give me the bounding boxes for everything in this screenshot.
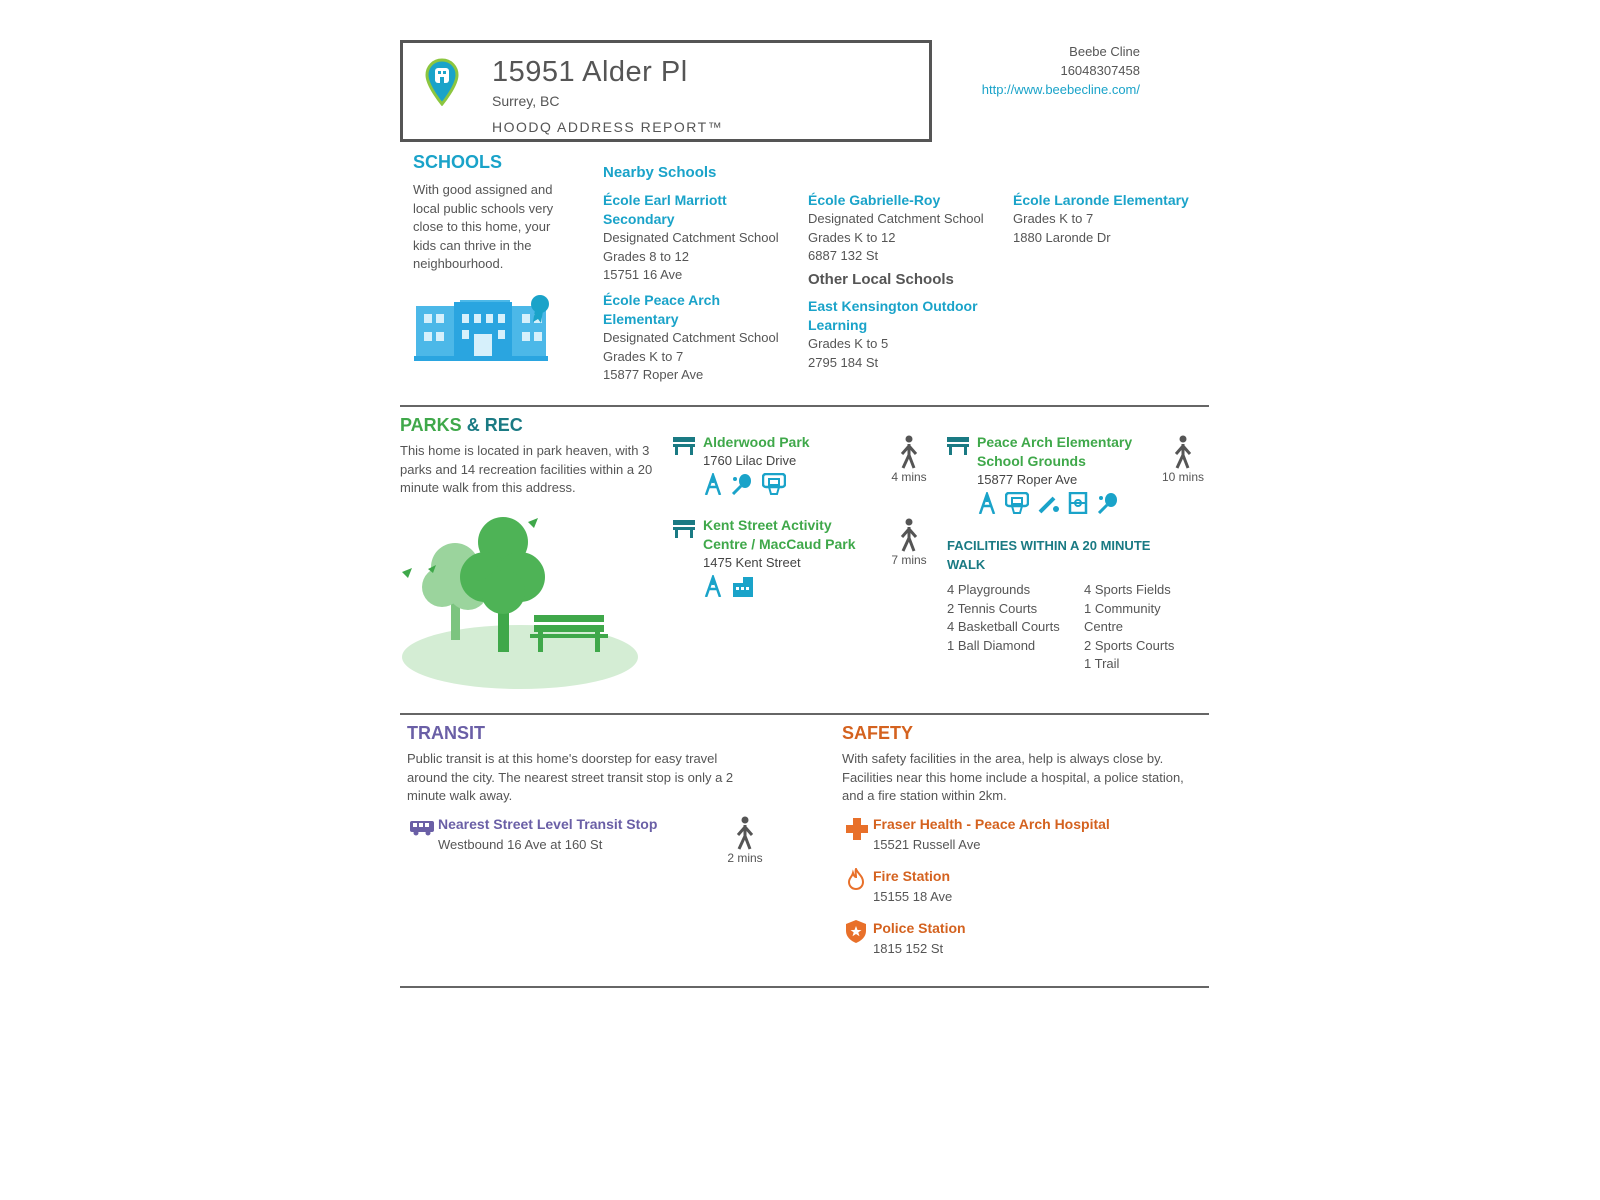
nearby-schools-heading: Nearby Schools <box>603 164 717 181</box>
facility-count: 1 Trail <box>1084 656 1120 671</box>
school-info: Designated Catchment School <box>808 211 984 226</box>
park-facility-icons <box>703 473 810 500</box>
playground-icon <box>977 492 997 514</box>
divider <box>400 405 1209 407</box>
desc-line: minute walk away. <box>407 788 513 803</box>
bus-icon <box>410 820 434 836</box>
sports-field-icon <box>1068 492 1088 514</box>
location-pin-icon <box>425 58 459 106</box>
school-info: Grades K to 7 <box>603 348 684 364</box>
walk-time: 7 mins <box>891 553 927 567</box>
parks-title-a: PARKS <box>400 415 462 435</box>
basketball-icon <box>762 473 786 495</box>
facilities-heading-line: FACILITIES WITHIN A 20 MINUTE <box>947 538 1151 553</box>
walking-person-icon <box>1172 435 1194 469</box>
desc-line: neighbourhood. <box>413 256 504 271</box>
safety-facility-name[interactable]: Police Station <box>873 920 966 936</box>
school-item <box>603 191 779 285</box>
divider <box>400 713 1209 715</box>
school-name[interactable]: East Kensington Outdoor <box>808 298 978 314</box>
school-name[interactable]: École Laronde Elementary <box>1013 192 1189 208</box>
school-info: Grades K to 7 <box>1013 211 1094 226</box>
facility-count: 1 Community <box>1084 600 1161 616</box>
tennis-icon <box>731 473 753 495</box>
bench-icon <box>947 437 969 455</box>
address-title: 15951 Alder Pl <box>492 56 688 88</box>
desc-line: With safety facilities in the area, help is always close by. <box>842 751 1164 766</box>
school-item <box>603 291 779 385</box>
desc-line: close to this home, your <box>413 219 551 234</box>
bench-icon <box>673 437 695 455</box>
school-name[interactable]: École Gabrielle-Roy <box>808 192 941 208</box>
desc-line: With good assigned and <box>413 182 553 197</box>
park-name[interactable]: Centre / MacCaud Park <box>703 536 856 552</box>
desc-line: parks and 14 recreation facilities within a 20 <box>400 461 653 477</box>
school-name[interactable]: École Earl Marriott <box>603 192 727 208</box>
transit-title: TRANSIT <box>407 723 485 743</box>
agent-info <box>982 42 1140 99</box>
school-info: Grades K to 12 <box>808 229 896 245</box>
walking-person-icon <box>898 435 920 469</box>
police-badge-icon <box>846 920 866 943</box>
park-name[interactable]: Alderwood Park <box>703 434 810 450</box>
school-info: Grades K to 5 <box>808 336 889 351</box>
community-centre-icon <box>731 575 755 597</box>
safety-facility-address: 15521 Russell Ave <box>873 837 981 852</box>
park-item <box>703 516 856 602</box>
park-address: 1760 Lilac Drive <box>703 453 797 468</box>
divider <box>400 986 1209 988</box>
safety-facility-name[interactable]: Fraser Health - Peace Arch Hospital <box>873 816 1110 832</box>
school-name[interactable]: École Peace Arch <box>603 292 720 308</box>
school-item <box>1013 191 1189 247</box>
park-item <box>703 433 810 500</box>
walk-time: 4 mins <box>891 470 927 484</box>
school-info: Designated Catchment School <box>603 230 779 245</box>
school-item <box>808 191 984 266</box>
desc-line: around the city. The nearest street transit stop is only a 2 <box>407 769 734 785</box>
agent-website-link[interactable]: http://www.beebecline.com/ <box>981 82 1140 97</box>
desc-line: minute walk from this address. <box>400 480 576 495</box>
park-address: 15877 Roper Ave <box>977 472 1078 487</box>
facilities-heading <box>947 537 1150 574</box>
facility-count: 4 Sports Fields <box>1084 582 1171 597</box>
desc-line: local public schools very <box>413 200 554 216</box>
school-info: Grades 8 to 12 <box>603 248 689 264</box>
school-item <box>808 297 978 372</box>
desc-line: Facilities near this home include a hospital, a police station, <box>842 769 1184 785</box>
facility-count: 4 Playgrounds <box>947 582 1031 597</box>
parks-title-b: & REC <box>466 415 523 435</box>
safety-facility-name[interactable]: Fire Station <box>873 868 951 884</box>
playground-icon <box>703 473 723 495</box>
park-address: 1475 Kent Street <box>703 555 801 570</box>
transit-stop-address: Westbound 16 Ave at 160 St <box>438 837 603 852</box>
safety-title: SAFETY <box>842 723 914 743</box>
walk-time: 2 mins <box>727 851 763 865</box>
school-name[interactable]: Secondary <box>603 211 675 227</box>
park-trees-illustration <box>400 512 645 697</box>
tennis-icon <box>1097 492 1119 514</box>
school-info: Designated Catchment School <box>603 330 779 345</box>
park-item <box>977 433 1132 519</box>
park-name[interactable]: Kent Street Activity <box>703 517 832 533</box>
park-facility-icons <box>977 492 1132 519</box>
facility-count: 2 Tennis Courts <box>947 600 1038 616</box>
park-name[interactable]: School Grounds <box>977 453 1086 469</box>
parks-description <box>400 442 652 498</box>
facility-count: 2 Sports Courts <box>1084 637 1175 653</box>
facilities-heading-line: WALK <box>947 556 986 572</box>
desc-line: Public transit is at this home's doorstep for easy travel <box>407 751 718 766</box>
report-title: HOODQ ADDRESS REPORT™ <box>492 119 724 135</box>
bench-icon <box>673 520 695 538</box>
school-info: 15751 16 Ave <box>603 267 683 282</box>
city-label: Surrey, BC <box>492 93 560 109</box>
desc-line: This home is located in park heaven, with 3 <box>400 443 650 458</box>
parks-title <box>400 415 523 436</box>
transit-description <box>407 750 733 806</box>
school-building-icon <box>414 294 554 364</box>
playground-icon <box>703 575 723 597</box>
desc-line: kids can thrive in the <box>413 237 532 253</box>
agent-name: Beebe Cline <box>1069 44 1140 59</box>
walk-time: 10 mins <box>1161 470 1205 484</box>
transit-stop-name[interactable]: Nearest Street Level Transit Stop <box>438 816 658 832</box>
school-info: 2795 184 St <box>808 354 879 370</box>
facility-count: 4 Basketball Courts <box>947 619 1060 634</box>
park-facility-icons <box>703 575 856 602</box>
school-info: 15877 Roper Ave <box>603 367 704 382</box>
agent-phone: 16048307458 <box>1060 63 1140 78</box>
schools-title: SCHOOLS <box>413 152 503 172</box>
facilities-list-2 <box>1084 581 1174 674</box>
schools-description <box>413 181 553 274</box>
facility-count: Centre <box>1084 619 1124 634</box>
walking-person-icon <box>898 518 920 552</box>
facilities-list-1 <box>947 581 1060 655</box>
school-name[interactable]: Learning <box>808 317 868 333</box>
school-info: 6887 132 St <box>808 248 879 263</box>
safety-facility-address: 1815 152 St <box>873 941 944 956</box>
walking-person-icon <box>734 816 756 850</box>
other-schools-heading: Other Local Schools <box>808 271 954 288</box>
safety-facility-address: 15155 18 Ave <box>873 889 953 904</box>
school-name[interactable]: Elementary <box>603 311 679 327</box>
hospital-cross-icon <box>846 818 868 840</box>
desc-line: and a fire station within 2km. <box>842 788 1007 803</box>
ball-diamond-icon <box>1038 492 1060 514</box>
park-name[interactable]: Peace Arch Elementary <box>977 434 1133 450</box>
facility-count: 1 Ball Diamond <box>947 637 1036 653</box>
basketball-icon <box>1005 492 1029 514</box>
safety-description <box>842 750 1184 806</box>
school-info: 1880 Laronde Dr <box>1013 229 1111 245</box>
fire-icon <box>848 868 864 890</box>
